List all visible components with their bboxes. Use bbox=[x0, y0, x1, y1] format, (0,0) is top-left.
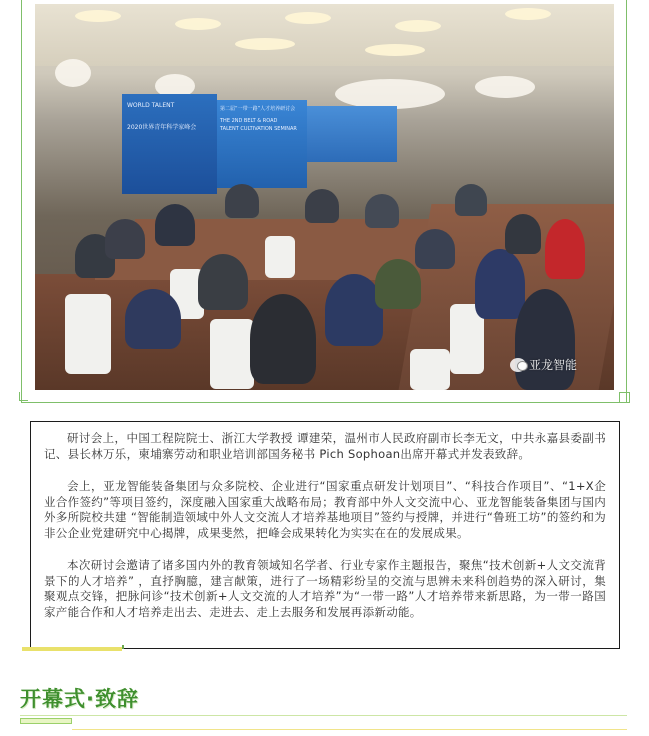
text-box-accent bbox=[122, 645, 124, 649]
event-banner-right bbox=[307, 106, 397, 162]
banner-left-line1: WORLD TALENT bbox=[127, 102, 175, 109]
article-paragraph: 研讨会上，中国工程院院士、浙江大学教授 谭建荣，温州市人民政府副市长李无文，中共永嘉县委副书记、县长林万乐，柬埔寨劳动和职业培训部国务秘书 Pich Sophoan出席开幕式并发表致辞。 bbox=[44, 431, 606, 461]
section-title: 开幕式·致辞 bbox=[20, 687, 139, 711]
ceiling bbox=[35, 4, 614, 66]
text-box-accent bbox=[22, 647, 122, 651]
frame-corner-decoration bbox=[619, 392, 630, 403]
wechat-icon bbox=[510, 358, 526, 372]
watermark bbox=[510, 356, 577, 373]
conference-photo bbox=[35, 4, 614, 390]
banner-main-line1: 第二届“一带一路”人才培养研讨会 bbox=[220, 106, 296, 112]
article-paragraph: 本次研讨会邀请了诸多国内外的教育领域知名学者、行业专家作主题报告，聚焦“技术创新+人文交流背景下的人才培养” ，直抒胸臆，建言献策，进行了一场精彩纷呈的交流与思辨未来科创趋势的深入研讨，集聚观点交锋，把脉问诊“技术创新+人文交流的人才培养”为“一带一路”人才培养带来新思路，为一带一路国家产能合作和人才培养走出去、走进去、走上去服务和发展再添新动能。 bbox=[44, 558, 606, 620]
frame-corner-decoration bbox=[19, 392, 28, 401]
section-divider bbox=[72, 729, 627, 730]
banner-main-line3: TALENT CULTIVATION SEMINAR bbox=[220, 126, 297, 132]
banner-main-line2: THE 2ND BELT & ROAD bbox=[220, 118, 278, 124]
banner-left-line2: 2020世界青年科学家峰会 bbox=[127, 124, 197, 131]
article-paragraph: 会上，亚龙智能装备集团与众多院校、企业进行“国家重点研发计划项目”、“科技合作项目”、“1+X企业合作签约”等项目签约，深度融入国家重大战略布局；教育部中外人文交流中心、亚龙智能装备集团与国内外多所院校共建 “智能制造领域中外人文交流人才培养基地项目”签约与授牌，并进行“鲁班工坊”的签约和为非公企业党建研究中心揭牌，成果斐然，把峰会成果转化为实实在在的发展成果。 bbox=[44, 479, 606, 541]
section-divider bbox=[20, 715, 627, 716]
section-title-accent bbox=[20, 718, 72, 724]
watermark-text: 亚龙智能 bbox=[529, 358, 578, 372]
event-banner-left bbox=[122, 94, 217, 194]
event-banner-main bbox=[217, 100, 307, 188]
